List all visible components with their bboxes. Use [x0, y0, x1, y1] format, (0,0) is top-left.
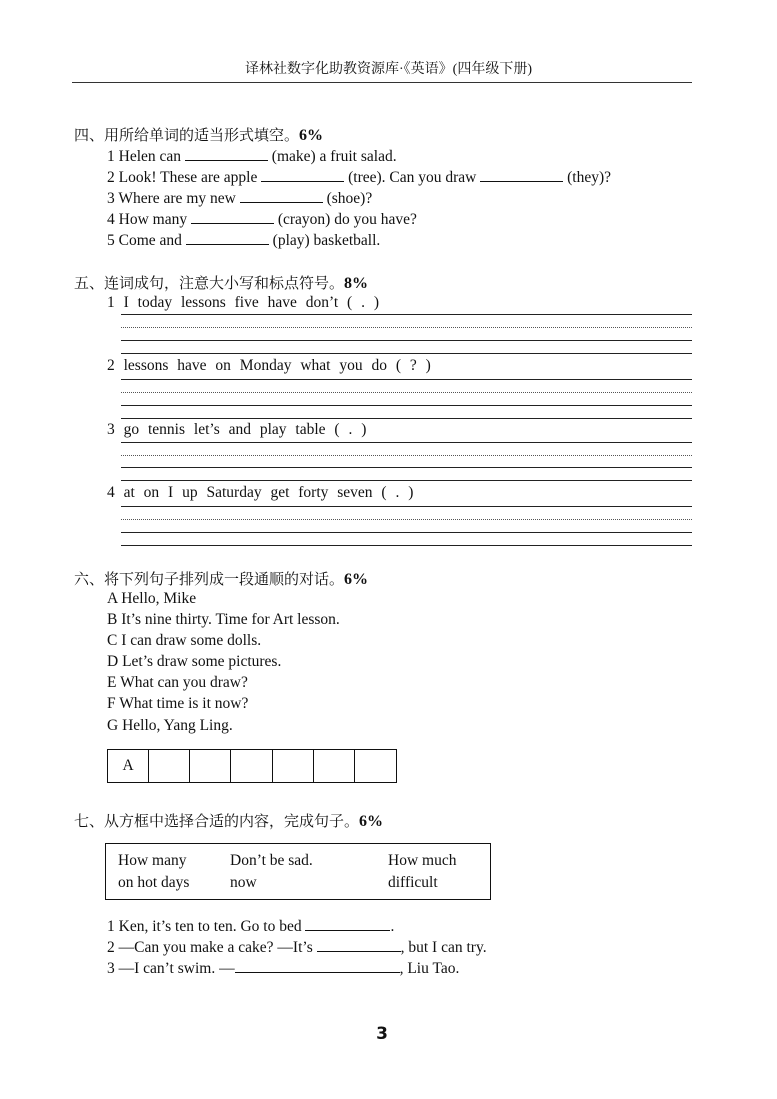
writing-line[interactable] — [121, 314, 692, 315]
s5-item-1: 1 I today lessons five have don’t ( . ) — [107, 294, 379, 311]
s6-option-c: C I can draw some dolls. — [107, 632, 262, 649]
writing-line — [121, 418, 692, 419]
s6-option-e: E What can you draw? — [107, 674, 248, 691]
page-header: 译林社数字化助教资源库·《英语》(四年级下册) — [245, 62, 532, 77]
word-option: Don’t be sad. — [230, 852, 313, 869]
writing-baseline — [121, 532, 692, 533]
word-option: How much — [388, 852, 457, 869]
section-7-score: 6% — [359, 813, 384, 830]
s5-item-4: 4 at on I up Saturday get forty seven ( . ) — [107, 484, 414, 501]
writing-baseline — [121, 340, 692, 341]
answer-cell[interactable] — [231, 750, 272, 782]
word-option: difficult — [388, 874, 438, 891]
answer-blank[interactable] — [261, 167, 344, 182]
s4-item-5: 5 Come and (play) basketball. — [107, 232, 381, 249]
writing-guide — [121, 392, 692, 393]
writing-guide — [121, 455, 692, 456]
answer-blank[interactable] — [235, 958, 400, 973]
answer-cell[interactable] — [355, 750, 396, 782]
section-6-title — [74, 568, 368, 589]
answer-blank[interactable] — [185, 146, 268, 161]
writing-line[interactable] — [121, 442, 692, 443]
writing-line — [121, 545, 692, 546]
answer-blank[interactable] — [317, 937, 401, 952]
answer-blank[interactable] — [480, 167, 563, 182]
s6-option-f: F What time is it now? — [107, 695, 249, 712]
writing-line — [121, 353, 692, 354]
answer-blank[interactable] — [191, 209, 274, 224]
s6-option-b: B It’s nine thirty. Time for Art lesson. — [107, 611, 340, 628]
s4-item-4: 4 How many (crayon) do you have? — [107, 211, 417, 228]
section-5-title — [74, 272, 368, 293]
writing-line[interactable] — [121, 506, 692, 507]
section-6-score: 6% — [344, 571, 369, 588]
word-option: on hot days — [118, 874, 190, 891]
section-6-heading: 六、将下列句子排列成一段通顺的对话。 — [74, 570, 345, 588]
answer-cell[interactable] — [190, 750, 231, 782]
section-7-title — [74, 810, 383, 831]
answer-cell[interactable] — [149, 750, 190, 782]
s4-item-2: 2 Look! These are apple (tree). Can you draw (they)? — [107, 169, 612, 186]
s4-item-1: 1 Helen can (make) a fruit salad. — [107, 148, 397, 165]
s6-option-g: G Hello, Yang Ling. — [107, 717, 233, 734]
s6-option-a: A Hello, Mike — [107, 590, 197, 607]
writing-guide — [121, 519, 692, 520]
section-5-heading: 五、连词成句，注意大小写和标点符号。 — [74, 274, 345, 292]
writing-line[interactable] — [121, 379, 692, 380]
s5-item-2: 2 lessons have on Monday what you do ( ? ) — [107, 357, 431, 374]
s6-option-d: D Let’s draw some pictures. — [107, 653, 282, 670]
section-4-heading: 四、用所给单词的适当形式填空。 — [74, 126, 300, 144]
section-4-score: 6% — [299, 127, 324, 144]
page-number: 3 — [376, 1024, 388, 1044]
section-4-title — [74, 124, 323, 145]
answer-blank[interactable] — [240, 188, 323, 203]
s5-item-3: 3 go tennis let’s and play table ( . ) — [107, 421, 367, 438]
section-7-heading: 七、从方框中选择合适的内容，完成句子。 — [74, 812, 360, 830]
answer-cell[interactable]: A — [108, 750, 149, 782]
writing-baseline — [121, 467, 692, 468]
word-option: now — [230, 874, 257, 891]
answer-blank[interactable] — [186, 230, 269, 245]
header-divider — [72, 82, 692, 83]
s7-item-2: 2 —Can you make a cake? —It’s , but I can try. — [107, 939, 487, 956]
s7-item-1: 1 Ken, it’s ten to ten. Go to bed . — [107, 918, 395, 935]
writing-line — [121, 480, 692, 481]
answer-order-grid — [107, 749, 397, 783]
section-5-score: 8% — [344, 275, 369, 292]
answer-blank[interactable] — [305, 916, 390, 931]
answer-cell[interactable] — [273, 750, 314, 782]
s4-item-3: 3 Where are my new (shoe)? — [107, 190, 373, 207]
word-option: How many — [118, 852, 187, 869]
answer-cell[interactable] — [314, 750, 355, 782]
s7-item-3: 3 —I can’t swim. — , Liu Tao. — [107, 960, 460, 977]
writing-guide — [121, 327, 692, 328]
writing-baseline — [121, 405, 692, 406]
